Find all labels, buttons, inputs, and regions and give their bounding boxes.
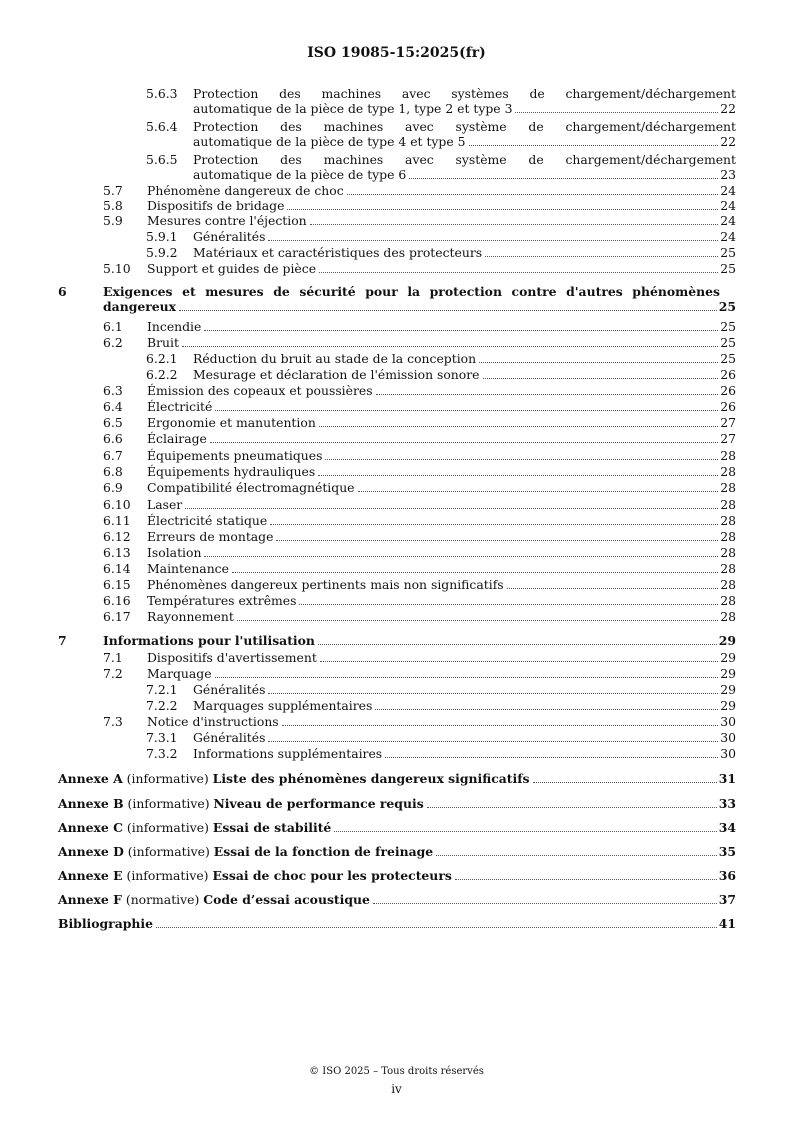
toc-entry-page: 27 xyxy=(720,415,736,430)
toc-chapter-title: Exigences et mesures de sécurité pour la protection contre d'autres phénomènes xyxy=(103,284,720,299)
dot-leader xyxy=(310,224,719,225)
annex-label: Annexe F xyxy=(58,892,122,907)
toc-entry-title: Dispositifs de bridage xyxy=(147,198,285,213)
toc-entry[interactable] xyxy=(0,497,793,512)
toc-entry-title: Mesures contre l'éjection xyxy=(147,213,307,228)
toc-entry[interactable] xyxy=(0,650,793,665)
toc-entry-title: Bruit xyxy=(147,335,179,350)
dot-leader xyxy=(270,524,718,525)
toc-entry-title: Matériaux et caractéristiques des protecteurs xyxy=(193,245,483,260)
dot-leader xyxy=(319,272,718,273)
dot-leader xyxy=(483,378,719,379)
annex-kind: (informative) xyxy=(127,796,210,811)
dot-leader xyxy=(299,604,718,605)
toc-entry-number: 7.2 xyxy=(103,666,123,681)
dot-leader xyxy=(469,145,719,146)
toc-entry[interactable] xyxy=(0,464,793,479)
dot-leader xyxy=(179,310,717,311)
toc-entry-title: Réduction du bruit au stade de la conception xyxy=(193,351,477,366)
toc-bibliography[interactable] xyxy=(0,916,793,931)
toc-entry-page: 30 xyxy=(720,746,736,761)
dot-leader xyxy=(268,693,718,694)
dot-leader xyxy=(268,741,718,742)
toc-entry-title-cont: automatique de la pièce de type 1, type 2 et type 3 xyxy=(193,101,513,116)
toc-entry-page: 23 xyxy=(720,167,736,182)
annex-page: 33 xyxy=(718,796,736,811)
annex-label: Annexe D xyxy=(58,844,124,859)
dot-leader xyxy=(204,556,718,557)
toc-entry-title: Mesurage et déclaration de l'émission sonore xyxy=(193,367,480,382)
dot-leader xyxy=(479,362,718,363)
toc-entry-page: 25 xyxy=(720,319,736,334)
toc-entry-page: 25 xyxy=(720,351,736,366)
toc-entry[interactable] xyxy=(0,682,793,697)
toc-annex[interactable] xyxy=(0,844,793,859)
toc-entry-page: 28 xyxy=(720,561,736,576)
toc-entry-number: 7.3.2 xyxy=(146,746,178,761)
toc-entry[interactable] xyxy=(0,198,793,213)
page-number: iv xyxy=(391,1082,402,1096)
toc-entry-page: 28 xyxy=(720,513,736,528)
toc-entry[interactable] xyxy=(0,119,793,134)
toc-entry-title: Laser xyxy=(147,497,183,512)
toc-entry[interactable] xyxy=(0,261,793,276)
toc-entry[interactable] xyxy=(0,351,793,366)
toc-entry-title: Marquages supplémentaires xyxy=(193,698,373,713)
dot-leader xyxy=(485,256,718,257)
dot-leader xyxy=(375,709,718,710)
toc-entry-page: 26 xyxy=(720,367,736,382)
toc-entry-number: 6.11 xyxy=(103,513,131,528)
toc-entry-number: 6.6 xyxy=(103,431,123,446)
toc-entry[interactable] xyxy=(0,545,793,560)
dot-leader xyxy=(358,491,719,492)
dot-leader xyxy=(182,346,718,347)
toc-chapter-page: 25 xyxy=(718,299,736,314)
toc-chapter-title-cont: dangereux xyxy=(103,299,177,314)
toc-entry-number: 6.3 xyxy=(103,383,123,398)
toc-entry[interactable] xyxy=(0,367,793,382)
toc-entry[interactable] xyxy=(0,245,793,260)
toc-entry-page: 26 xyxy=(720,399,736,414)
annex-label: Annexe E xyxy=(58,868,123,883)
toc-entry-title: Informations supplémentaires xyxy=(193,746,383,761)
toc-entry-title: Phénomène dangereux de choc xyxy=(147,183,344,198)
toc-entry-page: 28 xyxy=(720,448,736,463)
toc-entry-number: 6.8 xyxy=(103,464,123,479)
toc-entry[interactable] xyxy=(0,714,793,729)
toc-entry-title: Électricité xyxy=(147,399,213,414)
toc-entry-title: Généralités xyxy=(193,682,266,697)
toc-annex[interactable] xyxy=(0,796,793,811)
toc-entry[interactable] xyxy=(0,529,793,544)
toc-entry-page: 28 xyxy=(720,464,736,479)
toc-chapter[interactable] xyxy=(0,284,793,299)
toc-entry-page: 24 xyxy=(720,183,736,198)
toc-entry-title: Éclairage xyxy=(147,431,207,446)
toc-entry[interactable] xyxy=(0,577,793,592)
toc-entry-title: Généralités xyxy=(193,730,266,745)
toc-entry[interactable] xyxy=(0,746,793,761)
toc-entry[interactable] xyxy=(0,213,793,228)
toc-entry-title: Températures extrêmes xyxy=(147,593,297,608)
toc-chapter-continuation[interactable] xyxy=(0,299,793,314)
dot-leader xyxy=(318,644,717,645)
toc-entry-title: Support et guides de pièce xyxy=(147,261,317,276)
toc-entry-title: Équipements hydrauliques xyxy=(147,464,316,479)
toc-entry[interactable] xyxy=(0,335,793,350)
toc-entry-title-cont: automatique de la pièce de type 6 xyxy=(193,167,407,182)
toc-entry[interactable] xyxy=(0,383,793,398)
toc-entry-title: Isolation xyxy=(147,545,202,560)
dot-leader xyxy=(210,442,718,443)
toc-entry-number: 6.17 xyxy=(103,609,131,624)
bibliography-title: Bibliographie xyxy=(58,916,154,931)
toc-chapter-title: Informations pour l'utilisation xyxy=(103,633,315,648)
toc-entry-page: 25 xyxy=(720,245,736,260)
toc-entry-title: Dispositifs d'avertissement xyxy=(147,650,317,665)
dot-leader xyxy=(319,426,718,427)
dot-leader xyxy=(455,879,717,880)
toc-entry-page: 29 xyxy=(720,682,736,697)
toc-entry-number: 6.16 xyxy=(103,593,131,608)
dot-leader xyxy=(204,330,718,331)
toc-entry-number: 7.1 xyxy=(103,650,123,665)
toc-entry-number: 5.6.3 xyxy=(146,86,178,101)
toc-entry-page: 28 xyxy=(720,577,736,592)
toc-entry-number: 6.7 xyxy=(103,448,123,463)
toc-entry-title: Électricité statique xyxy=(147,513,268,528)
annex-label: Annexe C xyxy=(58,820,123,835)
toc-entry-number: 7.2.1 xyxy=(146,682,178,697)
toc-entry-page: 30 xyxy=(720,714,736,729)
toc-entry-title: Généralités xyxy=(193,229,266,244)
dot-leader xyxy=(215,677,719,678)
toc-entry-page: 27 xyxy=(720,431,736,446)
toc-entry-number: 5.7 xyxy=(103,183,123,198)
toc-entry-page: 24 xyxy=(720,198,736,213)
toc-entry-title: Équipements pneumatiques xyxy=(147,448,323,463)
toc-annex[interactable] xyxy=(0,771,793,786)
dot-leader xyxy=(282,725,719,726)
annex-title: Essai de la fonction de freinage xyxy=(213,844,434,859)
toc-entry-number: 5.6.4 xyxy=(146,119,178,134)
annex-kind: (normative) xyxy=(125,892,200,907)
dot-leader xyxy=(320,661,718,662)
toc-entry[interactable] xyxy=(0,609,793,624)
toc-entry[interactable] xyxy=(0,730,793,745)
dot-leader xyxy=(232,572,718,573)
toc-annex[interactable] xyxy=(0,892,793,907)
annex-kind: (informative) xyxy=(127,844,210,859)
dot-leader xyxy=(507,588,719,589)
toc-chapter-page: 29 xyxy=(718,633,736,648)
toc-entry-title: Phénomènes dangereux pertinents mais non significatifs xyxy=(147,577,504,592)
dot-leader xyxy=(325,459,718,460)
annex-page: 36 xyxy=(718,868,736,883)
toc-entry[interactable] xyxy=(0,698,793,713)
toc-chapter-number: 6 xyxy=(58,284,67,299)
dot-leader xyxy=(268,240,718,241)
annex-title: Niveau de performance requis xyxy=(213,796,424,811)
document-id-header: ISO 19085-15:2025(fr) xyxy=(307,45,486,61)
toc-entry-title: Erreurs de montage xyxy=(147,529,274,544)
toc-entry-page: 30 xyxy=(720,730,736,745)
toc-entry[interactable] xyxy=(0,152,793,167)
toc-entry-page: 22 xyxy=(720,101,736,116)
toc-entry-page: 24 xyxy=(720,229,736,244)
toc-entry-title: Protection des machines avec systèmes de chargement/déchargement xyxy=(193,86,736,101)
toc-entry-continuation[interactable] xyxy=(0,134,793,149)
dot-leader xyxy=(276,540,718,541)
annex-page: 31 xyxy=(718,771,736,786)
toc-entry[interactable] xyxy=(0,513,793,528)
dot-leader xyxy=(156,927,717,928)
toc-entry-title: Protection des machines avec système de chargement/déchargement xyxy=(193,152,736,167)
toc-chapter[interactable] xyxy=(0,633,793,648)
toc-entry[interactable] xyxy=(0,229,793,244)
toc-entry-continuation[interactable] xyxy=(0,101,793,116)
toc-entry[interactable] xyxy=(0,561,793,576)
annex-title: Essai de choc pour les protecteurs xyxy=(212,868,452,883)
toc-entry-title: Rayonnement xyxy=(147,609,234,624)
dot-leader xyxy=(376,394,719,395)
annex-title: Code d’essai acoustique xyxy=(203,892,370,907)
dot-leader xyxy=(373,903,717,904)
annex-page: 34 xyxy=(718,820,736,835)
toc-entry-page: 25 xyxy=(720,335,736,350)
toc-entry-page: 25 xyxy=(720,261,736,276)
bibliography-page: 41 xyxy=(718,916,736,931)
toc-entry-number: 7.3.1 xyxy=(146,730,178,745)
toc-entry[interactable] xyxy=(0,431,793,446)
toc-entry-number: 5.6.5 xyxy=(146,152,178,167)
annex-kind: (informative) xyxy=(126,820,209,835)
toc-annex[interactable] xyxy=(0,820,793,835)
toc-entry-page: 29 xyxy=(720,666,736,681)
toc-entry-number: 6.12 xyxy=(103,529,131,544)
toc-entry-number: 5.9.2 xyxy=(146,245,178,260)
dot-leader xyxy=(436,855,717,856)
toc-entry-page: 28 xyxy=(720,593,736,608)
copyright-notice: © ISO 2025 – Tous droits réservés xyxy=(309,1066,484,1077)
toc-entry[interactable] xyxy=(0,448,793,463)
toc-entry-page: 28 xyxy=(720,609,736,624)
toc-entry-number: 5.9.1 xyxy=(146,229,178,244)
toc-entry-page: 26 xyxy=(720,383,736,398)
toc-entry[interactable] xyxy=(0,86,793,101)
toc-entry-number: 6.1 xyxy=(103,319,123,334)
toc-entry-title: Marquage xyxy=(147,666,212,681)
toc-entry-title: Notice d'instructions xyxy=(147,714,279,729)
toc-annex[interactable] xyxy=(0,868,793,883)
toc-entry[interactable] xyxy=(0,399,793,414)
toc-entry-page: 22 xyxy=(720,134,736,149)
toc-entry-number: 6.5 xyxy=(103,415,123,430)
toc-entry-page: 24 xyxy=(720,213,736,228)
toc-entry-page: 28 xyxy=(720,545,736,560)
toc-entry-number: 5.9 xyxy=(103,213,123,228)
toc-entry[interactable] xyxy=(0,319,793,334)
toc-entry-page: 29 xyxy=(720,698,736,713)
toc-entry-title: Incendie xyxy=(147,319,202,334)
toc-entry-page: 28 xyxy=(720,480,736,495)
toc-entry-page: 29 xyxy=(720,650,736,665)
toc-entry-title: Compatibilité électromagnétique xyxy=(147,480,355,495)
annex-label: Annexe A xyxy=(58,771,123,786)
dot-leader xyxy=(185,508,718,509)
toc-entry[interactable] xyxy=(0,183,793,198)
dot-leader xyxy=(287,209,718,210)
toc-entry-page: 28 xyxy=(720,497,736,512)
dot-leader xyxy=(533,782,717,783)
toc-entry-number: 6.2 xyxy=(103,335,123,350)
toc-entry-title: Ergonomie et manutention xyxy=(147,415,316,430)
annex-title: Liste des phénomènes dangereux significatifs xyxy=(212,771,530,786)
toc-entry[interactable] xyxy=(0,593,793,608)
dot-leader xyxy=(237,620,718,621)
toc-entry-number: 6.2.1 xyxy=(146,351,178,366)
toc-entry[interactable] xyxy=(0,666,793,681)
toc-entry-number: 6.10 xyxy=(103,497,131,512)
toc-entry-number: 6.13 xyxy=(103,545,131,560)
toc-entry-title-cont: automatique de la pièce de type 4 et type 5 xyxy=(193,134,466,149)
toc-entry-number: 5.8 xyxy=(103,198,123,213)
annex-page: 37 xyxy=(718,892,736,907)
dot-leader xyxy=(515,112,718,113)
toc-chapter-number: 7 xyxy=(58,633,67,648)
toc-entry-title: Protection des machines avec système de chargement/déchargement xyxy=(193,119,736,134)
toc-entry[interactable] xyxy=(0,480,793,495)
toc-entry-number: 6.4 xyxy=(103,399,123,414)
toc-entry-number: 5.10 xyxy=(103,261,131,276)
annex-kind: (informative) xyxy=(126,771,209,786)
dot-leader xyxy=(385,757,718,758)
toc-entry-number: 6.2.2 xyxy=(146,367,178,382)
toc-entry-number: 7.3 xyxy=(103,714,123,729)
toc-entry-number: 7.2.2 xyxy=(146,698,178,713)
annex-title: Essai de stabilité xyxy=(212,820,332,835)
toc-entry-number: 6.9 xyxy=(103,480,123,495)
dot-leader xyxy=(215,410,718,411)
dot-leader xyxy=(409,178,718,179)
dot-leader xyxy=(318,475,718,476)
toc-entry-number: 6.15 xyxy=(103,577,131,592)
toc-entry-continuation[interactable] xyxy=(0,167,793,182)
annex-page: 35 xyxy=(718,844,736,859)
dot-leader xyxy=(347,194,719,195)
toc-entry-page: 28 xyxy=(720,529,736,544)
annex-kind: (informative) xyxy=(126,868,209,883)
dot-leader xyxy=(334,831,716,832)
toc-entry[interactable] xyxy=(0,415,793,430)
toc-entry-title: Maintenance xyxy=(147,561,229,576)
toc-entry-number: 6.14 xyxy=(103,561,131,576)
annex-label: Annexe B xyxy=(58,796,124,811)
toc-entry-title: Émission des copeaux et poussières xyxy=(147,383,373,398)
dot-leader xyxy=(427,807,717,808)
